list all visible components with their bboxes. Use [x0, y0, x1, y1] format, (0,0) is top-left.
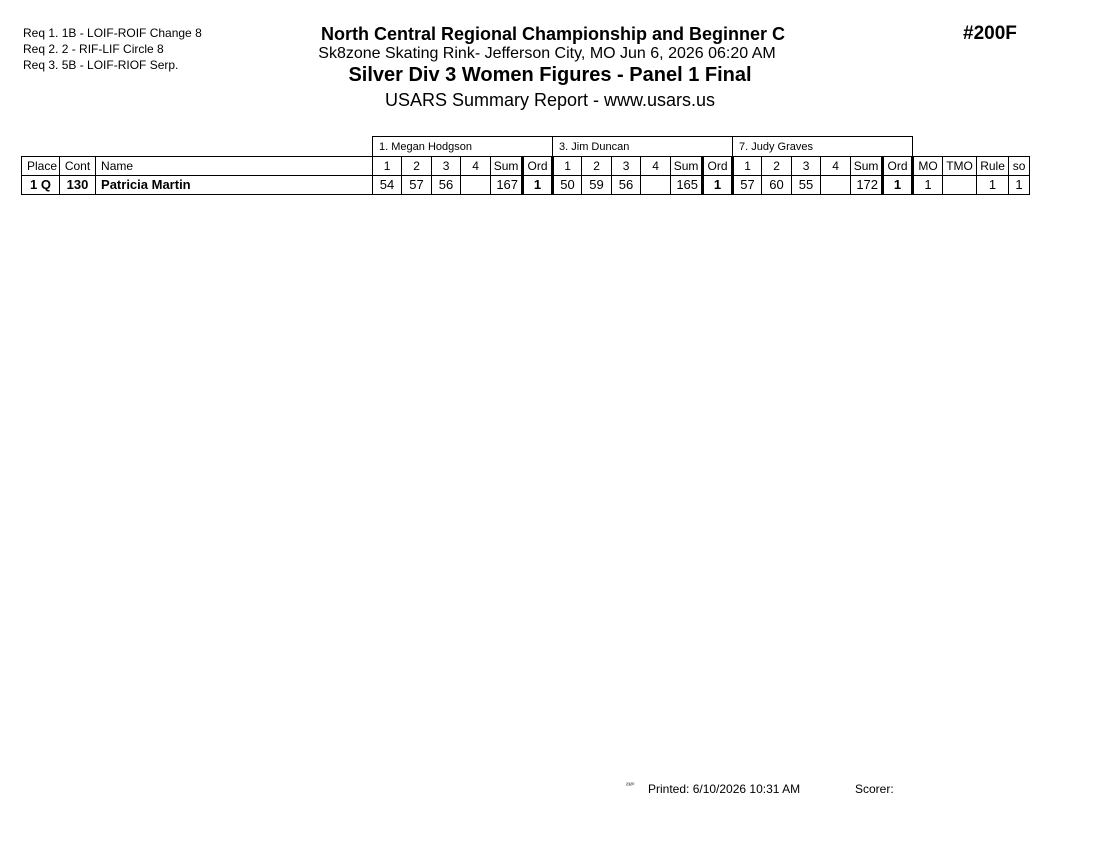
col-j1-fig-2: 2: [402, 157, 432, 176]
judge-1-name: 1. Megan Hodgson: [373, 137, 553, 157]
col-j3-fig-2: 2: [762, 157, 792, 176]
col-j1-sum: Sum: [491, 157, 523, 176]
col-j2-fig-4: 4: [641, 157, 671, 176]
col-j2-fig-2: 2: [582, 157, 612, 176]
col-so: so: [1009, 157, 1030, 176]
row-j1-sum: 167: [491, 176, 523, 195]
col-j1-ord: Ord: [523, 157, 553, 176]
col-j3-fig-1: 1: [733, 157, 762, 176]
row-mo: 1: [913, 176, 943, 195]
row-j3-score-2: 60: [762, 176, 792, 195]
row-j2-score-4: [641, 176, 671, 195]
col-j2-fig-1: 1: [553, 157, 582, 176]
requirement-1: Req 1. 1B - LOIF-ROIF Change 8: [23, 26, 202, 40]
row-j1-ord: 1: [523, 176, 553, 195]
row-j1-score-4: [461, 176, 491, 195]
row-name: Patricia Martin: [96, 176, 373, 195]
col-j1-fig-4: 4: [461, 157, 491, 176]
judge-3-name: 7. Judy Graves: [733, 137, 913, 157]
row-j1-score-1: 54: [373, 176, 402, 195]
row-rule: 1: [977, 176, 1009, 195]
row-cont: 130: [60, 176, 96, 195]
row-j2-ord: 1: [703, 176, 733, 195]
venue-line: Sk8zone Skating Rink- Jefferson City, MO Jun 6, 2026 06:20 AM: [318, 45, 776, 62]
col-rule: Rule: [977, 157, 1009, 176]
event-title: Silver Div 3 Women Figures - Panel 1 Final: [348, 64, 752, 86]
row-j2-sum: 165: [671, 176, 703, 195]
row-place: 1 Q: [22, 176, 60, 195]
judge-2-name: 3. Jim Duncan: [553, 137, 733, 157]
championship-title: North Central Regional Championship and Beginner C: [320, 24, 786, 44]
col-place: Place: [22, 157, 60, 176]
scorer-label: Scorer:: [855, 782, 894, 796]
row-j3-sum: 172: [851, 176, 883, 195]
row-so: 1: [1009, 176, 1030, 195]
row-j2-score-3: 56: [612, 176, 641, 195]
row-j3-ord: 1: [883, 176, 913, 195]
column-header-row: [22, 157, 1030, 176]
row-j1-score-2: 57: [402, 176, 432, 195]
col-j1-fig-3: 3: [432, 157, 461, 176]
footer-mark: ²³²⁰: [626, 783, 635, 789]
row-j3-score-1: 57: [733, 176, 762, 195]
row-j1-score-3: 56: [432, 176, 461, 195]
col-j2-sum: Sum: [671, 157, 703, 176]
col-j3-sum: Sum: [851, 157, 883, 176]
report-title: USARS Summary Report - www.usars.us: [384, 90, 716, 110]
col-j3-ord: Ord: [883, 157, 913, 176]
printed-timestamp: Printed: 6/10/2026 10:31 AM: [648, 782, 801, 796]
row-tmo: [943, 176, 977, 195]
col-tmo: TMO: [943, 157, 977, 176]
row-j3-score-4: [821, 176, 851, 195]
col-j1-fig-1: 1: [373, 157, 402, 176]
col-mo: MO: [913, 157, 943, 176]
col-j3-fig-3: 3: [792, 157, 821, 176]
col-j2-fig-3: 3: [612, 157, 641, 176]
requirement-3: Req 3. 5B - LOIF-RIOF Serp.: [23, 58, 179, 72]
requirement-2: Req 2. 2 - RIF-LIF Circle 8: [23, 42, 164, 56]
table-row: [22, 176, 1030, 195]
row-j2-score-1: 50: [553, 176, 582, 195]
row-j2-score-2: 59: [582, 176, 612, 195]
col-j3-fig-4: 4: [821, 157, 851, 176]
summary-table: [21, 136, 1030, 195]
col-j2-ord: Ord: [703, 157, 733, 176]
row-j3-score-3: 55: [792, 176, 821, 195]
col-cont: Cont: [60, 157, 96, 176]
col-name: Name: [96, 157, 373, 176]
judge-header-row: [22, 137, 1030, 157]
event-number: #200F: [963, 23, 1017, 44]
